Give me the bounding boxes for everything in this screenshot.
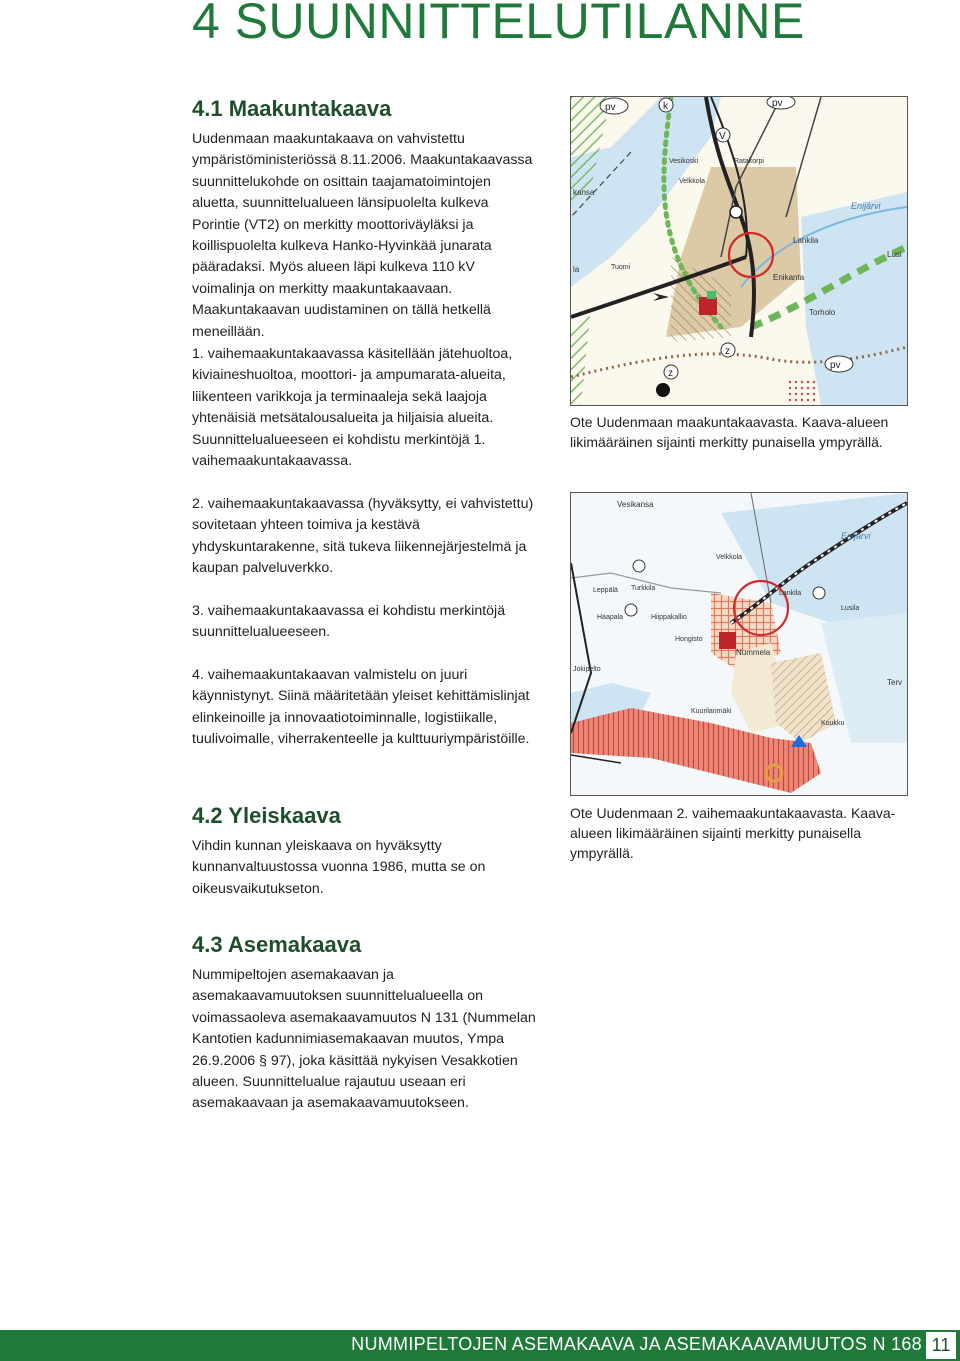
regional-plan-map-drawing <box>571 97 907 405</box>
second-phase-plan-map <box>570 492 908 796</box>
svg-text:Nummela: Nummela <box>736 648 771 657</box>
svg-text:Hongisto: Hongisto <box>675 636 703 643</box>
regional-plan-map <box>570 96 908 406</box>
paragraph-maakuntakaava-intro: Uudenmaan maakuntakaava on vahvistettu ympäristöministeriössä 8.11.2006. Maakuntakaavassa suunnittelukohde on osittain taajamatoimintojen aluetta, suunnittelualueen länsipuolelta kulkeva Porintie (VT2) on merkitty moottoriväyläksi ja koillispuolelta kulkeva Hanko-Hyvinkää junarata pääradaksi. Myös alueen läpi kulkeva 110 kV voimalinja on merkitty maakuntakaavaan. Maakuntakaavan uudistaminen on tällä hetkellä meneillään. <box>192 131 533 340</box>
road-marker-icon <box>625 604 637 616</box>
svg-text:V: V <box>719 131 726 142</box>
section-heading-yleiskaava: 4.2 Yleiskaava <box>192 803 341 828</box>
svg-text:k: k <box>663 101 668 112</box>
svg-text:Ratakorpi: Ratakorpi <box>734 158 764 165</box>
regional-plan-map-caption: Ote Uudenmaan maakuntakaavasta. Kaava-alueen likimääräinen sijainti merkitty punaisella ympyrällä. <box>570 414 889 450</box>
svg-text:pv: pv <box>772 98 783 109</box>
paragraph-vaihemaakuntakaava-2: 2. vaihemaakuntakaavassa (hyväksytty, ei vahvistettu) sovitetaan yhteen toimiva ja kestävä yhdyskuntarakenne, sitä tukeva liikennejärjestelmä ja kaupan palveluverkko. <box>192 496 534 577</box>
svg-text:Vesikoski: Vesikoski <box>669 158 699 165</box>
paragraph-asemakaava: Nummipeltojen asemakaavan ja asemakaavamuutoksen suunnittelualueella on voimassaoleva asemakaavamuutos N 131 (Nummelan Kantotien kadunnimiasemakaavan muutos, Ympa 26.9.2006 § 97), joka käsittää nykyisen Vesakkotien alueen. Suunnittelualue rajautuu useaan eri asemakaavaan ja asemakaavamuutokseen. <box>192 967 536 1112</box>
svg-text:Tuomi: Tuomi <box>611 264 631 271</box>
paragraph-vaihemaakuntakaava-1: 1. vaihemaakuntakaavassa käsitellään jätehuoltoa, kiviaineshuoltoa, moottori- ja ampumarata-alueita, liikenteen varikkoja ja terminaaleja sekä laajoja yhtenäisiä metsätalousalueita ja hiljaisia alueita. Suunnittelualueeseen ei kohdistu merkintöjä 1. vaihemaakuntakaavassa. <box>192 346 513 470</box>
svg-text:Haapala: Haapala <box>597 614 624 621</box>
svg-text:Terv: Terv <box>887 678 903 687</box>
svg-text:z: z <box>668 368 673 379</box>
footer-bar <box>0 1330 960 1361</box>
svg-text:Hiippakallio: Hiippakallio <box>651 614 687 621</box>
svg-text:Leppälä: Leppälä <box>593 587 618 594</box>
page-number: 11 <box>926 1332 956 1359</box>
svg-text:kansa: kansa <box>573 188 595 197</box>
svg-text:z: z <box>725 346 730 357</box>
svg-text:Velkkola: Velkkola <box>679 178 706 185</box>
footer-title: NUMMIPELTOJEN ASEMAKAAVA JA ASEMAKAAVAMUUTOS N 168 <box>351 1334 922 1354</box>
road-marker-icon <box>813 587 825 599</box>
svg-text:Koukku: Koukku <box>821 720 845 727</box>
second-phase-plan-map-drawing <box>571 493 907 795</box>
svg-text:Turkkila: Turkkila <box>631 585 656 592</box>
svg-text:Enikanta: Enikanta <box>773 273 805 282</box>
svg-text:Lusila: Lusila <box>841 605 860 612</box>
svg-text:Vesikansa: Vesikansa <box>617 500 654 509</box>
second-phase-plan-map-caption: Ote Uudenmaan 2. vaihemaakuntakaavasta. Kaava-alueen likimääräinen sijainti merkitty punaisella ympyrällä. <box>570 805 896 861</box>
svg-text:Enijärvi: Enijärvi <box>841 531 871 541</box>
svg-text:Lankila: Lankila <box>793 236 819 245</box>
paragraph-yleiskaava: Vihdin kunnan yleiskaava on hyväksytty kunnanvaltuustossa vuonna 1986, mutta se on oikeusvaikutukseton. <box>192 838 486 897</box>
svg-text:Jokipelto: Jokipelto <box>573 666 601 673</box>
svg-text:Lusi: Lusi <box>887 250 902 259</box>
svg-text:Lankila: Lankila <box>779 590 802 597</box>
section-heading-asemakaava: 4.3 Asemakaava <box>192 932 362 957</box>
section-heading-maakuntakaava: 4.1 Maakuntakaava <box>192 96 392 121</box>
svg-text:Enijärvi: Enijärvi <box>851 201 881 211</box>
svg-text:pv: pv <box>830 360 841 371</box>
paragraph-vaihemaakuntakaava-3: 3. vaihemaakuntakaavassa ei kohdistu merkintöjä suunnittelualueeseen. <box>192 603 506 641</box>
svg-text:Torholo: Torholo <box>809 308 836 317</box>
road-marker-icon <box>633 560 645 572</box>
chapter-title: 4 SUUNNITTELUTILANNE <box>192 0 805 49</box>
svg-text:pv: pv <box>605 102 616 113</box>
svg-text:Velkkola: Velkkola <box>716 554 743 561</box>
paragraph-vaihemaakuntakaava-4: 4. vaihemaakuntakaavan valmistelu on juuri käynnistynyt. Siinä määritetään yleiset kehittämislinjat elinkeinoille ja innovaatiotoiminnalle, logistiikalle, tuulivoimalle, viherrakenteelle ja kulttuuriympäristöille. <box>192 667 530 748</box>
svg-text:Kuurilanmäki: Kuurilanmäki <box>691 708 732 715</box>
svg-text:la: la <box>573 265 580 274</box>
